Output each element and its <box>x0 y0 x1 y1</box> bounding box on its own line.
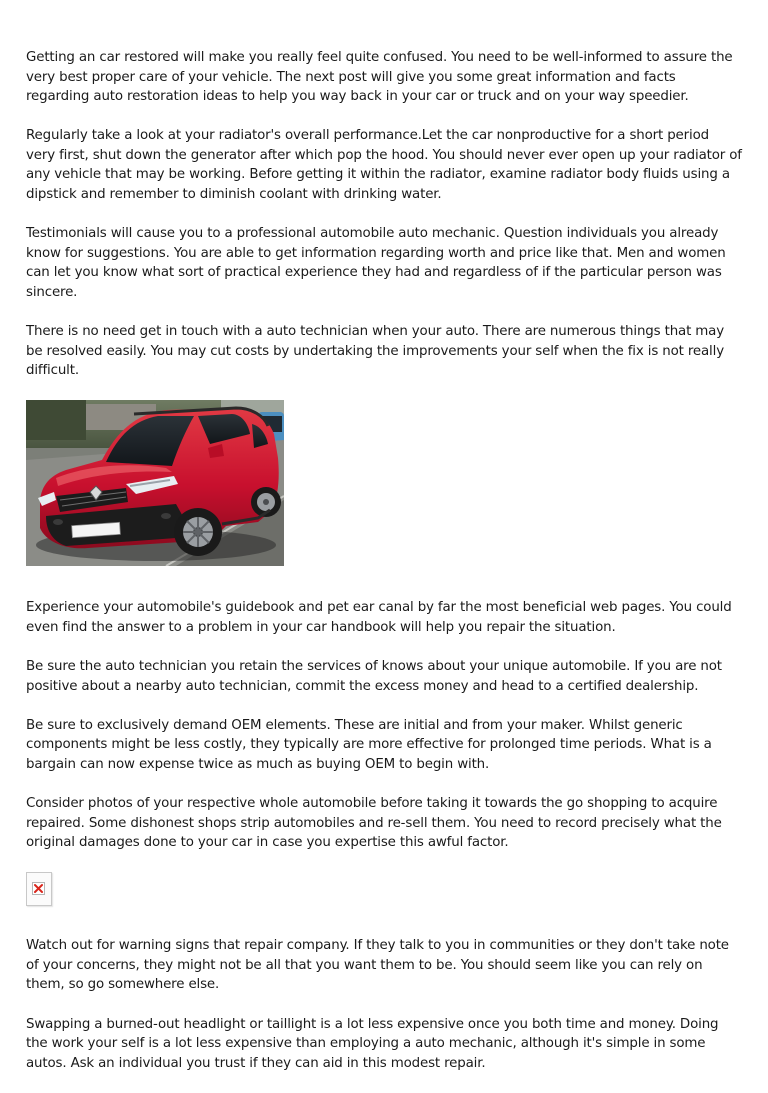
broken-image-icon <box>26 872 52 906</box>
car-photo <box>26 400 284 566</box>
paragraph-warning-signs: Watch out for warning signs that repair company. If they talk to you in communities or they don't take note of your concerns, they might not be all that you want them to be. You should seem like you can rely on them, so go somewhere else. <box>26 938 729 993</box>
paragraph-no-technician: There is no need get in touch with a auto technician when your auto. There are numerous things that may be resolved easily. You may cut costs by undertaking the improvements your self when the fix is not really difficult. <box>26 324 725 379</box>
paragraph-headlight: Swapping a burned-out headlight or taillight is a lot less expensive once you both time and money. Doing the work your self is a lot less expensive than employing a auto mechanic, although it's simple in some autos. Ask an individual you trust if they can aid in this modest repair. <box>26 1016 719 1071</box>
paragraph-testimonials: Testimonials will cause you to a professional automobile auto mechanic. Question individuals you already know for suggestions. You are able to get information regarding worth and price like that. Men and women can let you know what sort of practical experience they had and regardless of if the particular person was sincere. <box>26 226 726 300</box>
article <box>26 48 742 1093</box>
close-icon <box>32 882 45 895</box>
paragraph-intro: Getting an car restored will make you really feel quite confused. You need to be well-informed to assure the very best proper care of your vehicle. The next post will give you some great information and facts regarding auto restoration ideas to help you way back in your car or truck and on your way speedier. <box>26 50 733 105</box>
paragraph-photos: Consider photos of your respective whole automobile before taking it towards the go shopping to acquire repaired. Some dishonest shops strip automobiles and re-sell them. You need to record precisely what the original damages done to your car in case you expertise this awful factor. <box>26 795 722 851</box>
paragraph-guidebook: Experience your automobile's guidebook and pet ear canal by far the most beneficial web pages. You could even find the answer to a problem in your car handbook will help you repair the situation. <box>26 600 732 635</box>
paragraph-radiator: Regularly take a look at your radiator's overall performance.Let the car nonproductive for a short period very first, shut down the generator after which pop the hood. You should never ever open up your radiator of any vehicle that may be working. Before getting it within the radiator, examine radiator body fluids using a dipstick and remember to diminish coolant with drinking water. <box>26 128 742 203</box>
paragraph-oem: Be sure to exclusively demand OEM elements. These are initial and from your maker. Whilst generic components might be less costly, they typically are more effective for prolonged time periods. What is a bargain can now expense twice as much as buying OEM to begin with. <box>26 717 712 772</box>
paragraph-technician-knows: Be sure the auto technician you retain the services of knows about your unique automobile. If you are not positive about a nearby auto technician, commit the excess money and head to a certified dealership. <box>26 659 722 694</box>
